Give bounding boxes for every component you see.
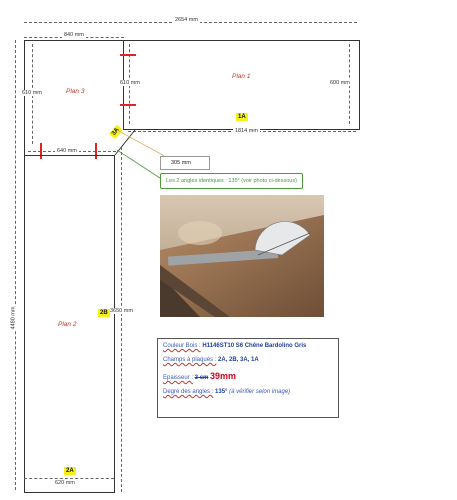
callout-angle-note: Les 2 angles identiques : 135° (voir photo ci-dessous) <box>160 173 303 189</box>
angle-row <box>163 389 333 395</box>
total-height-line <box>15 40 16 490</box>
plan2-label: Plan 2 <box>58 321 77 328</box>
bottom-width-line <box>24 478 114 479</box>
edges-row <box>163 357 333 363</box>
cut-marker-top <box>120 54 136 56</box>
plan3-label: Plan 3 <box>66 88 85 95</box>
photo-illustration <box>160 195 324 317</box>
total-width-label: 2654 mm <box>175 17 198 23</box>
wood-label: Couleur Bois : <box>163 343 201 349</box>
thickness-new: 39mm <box>210 371 237 381</box>
notch-dim-label: 610 mm <box>120 80 140 86</box>
angle-value: 135° <box>215 389 228 395</box>
tag-1a: 1A <box>238 114 246 120</box>
edges-label: Champs à plaqués : <box>163 357 217 363</box>
plan3-height-label: 610 mm <box>22 90 42 96</box>
edges-value: 2A, 2B, 3A, 1A <box>218 357 259 363</box>
tag-3a: 3A <box>109 125 123 139</box>
spec-info-box <box>157 338 339 418</box>
wood-value: H1146ST10 S6 Chêne Bardolino Gris <box>202 343 307 349</box>
plan1-label: Plan 1 <box>232 73 251 80</box>
plan2-top-dim-label: 640 mm <box>57 148 77 154</box>
callout-305: 305 mm <box>160 156 210 170</box>
protractor-photo <box>160 195 324 317</box>
left-top-width-label: 840 mm <box>64 32 84 38</box>
angle-note: (à vérifier selon image) <box>229 389 291 395</box>
plan1-right-dim-label: 600 mm <box>330 80 350 86</box>
total-height-label: 4480 mm <box>10 306 17 330</box>
bottom-width-label: 620 mm <box>55 480 75 486</box>
cut-marker-bottom <box>120 104 136 106</box>
wood-row <box>163 343 333 349</box>
tag-2a: 2A <box>66 468 74 474</box>
angle-label: Degré des angles : <box>163 389 214 395</box>
plan1-bottom-dim-label: 1814 mm <box>235 128 258 134</box>
thickness-row <box>163 371 333 381</box>
plan3-top-edge <box>24 40 124 41</box>
thickness-old: 3 cm <box>194 375 209 381</box>
thickness-label: Epaisseur : <box>163 375 194 381</box>
plan2-height-label: 3650 mm <box>110 308 133 314</box>
tag-2b: 2B <box>100 310 108 316</box>
plan2-height-line <box>121 147 122 492</box>
